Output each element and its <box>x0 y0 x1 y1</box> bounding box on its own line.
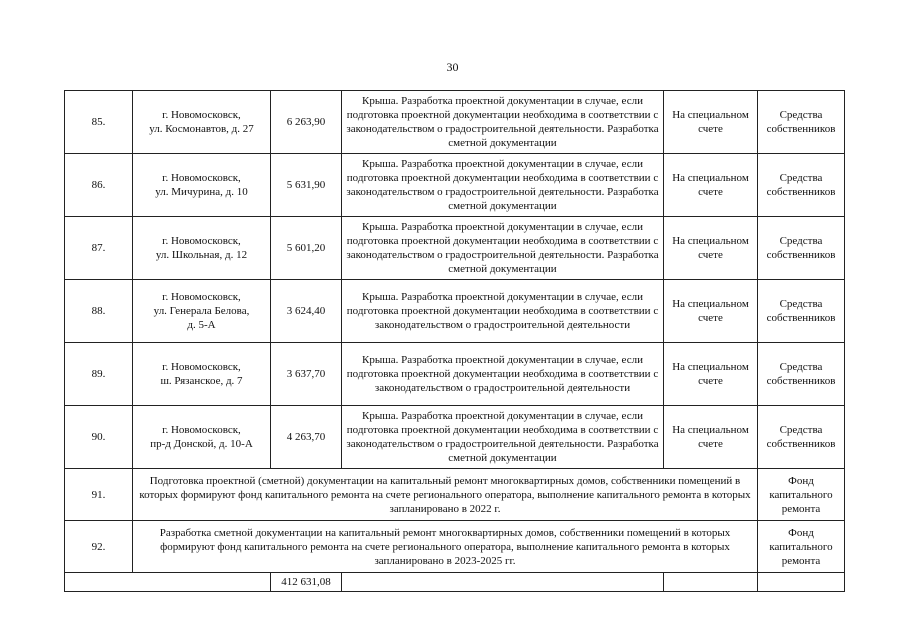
row-number: 86. <box>65 154 133 217</box>
address-line: ш. Рязанское, д. 7 <box>160 375 243 387</box>
account-cell: На специальном счете <box>664 154 758 217</box>
address-cell <box>133 217 271 280</box>
amount-cell: 5 601,20 <box>271 217 342 280</box>
address-line: г. Новомосковск, <box>162 424 241 436</box>
row-number: 85. <box>65 91 133 154</box>
work-description: Крыша. Разработка проектной документации в случае, если подготовка проектной документации необходима в соответствии с законодательством о градостроительной деятельности. Разработка сметной документации <box>342 154 664 217</box>
row-number: 92. <box>65 521 133 573</box>
total-empty-cell <box>342 573 664 592</box>
row-number: 89. <box>65 343 133 406</box>
address-line: г. Новомосковск, <box>162 172 241 184</box>
work-description: Крыша. Разработка проектной документации в случае, если подготовка проектной документации необходима в соответствии с законодательством о градостроительной деятельности. Разработка сметной документации <box>342 406 664 469</box>
capital-repair-table <box>64 90 845 592</box>
fund-cell: Фонд капитального ремонта <box>758 521 845 573</box>
account-cell: На специальном счете <box>664 343 758 406</box>
row-number: 88. <box>65 280 133 343</box>
table-row <box>65 343 845 406</box>
total-empty-cell <box>664 573 758 592</box>
fund-cell: Средства собственников <box>758 154 845 217</box>
total-amount: 412 631,08 <box>271 573 342 592</box>
table-row <box>65 406 845 469</box>
amount-cell: 3 624,40 <box>271 280 342 343</box>
address-line: пр-д Донской, д. 10-А <box>150 438 253 450</box>
address-line: г. Новомосковск, <box>162 291 241 303</box>
address-cell <box>133 91 271 154</box>
address-line: г. Новомосковск, <box>162 235 241 247</box>
total-empty-cell <box>758 573 845 592</box>
fund-cell: Средства собственников <box>758 406 845 469</box>
amount-cell: 6 263,90 <box>271 91 342 154</box>
work-description: Крыша. Разработка проектной документации в случае, если подготовка проектной документации необходима в соответствии с законодательством о градостроительной деятельности <box>342 343 664 406</box>
row-number: 87. <box>65 217 133 280</box>
address-cell <box>133 154 271 217</box>
address-line: г. Новомосковск, <box>162 109 241 121</box>
account-cell: На специальном счете <box>664 91 758 154</box>
amount-cell: 5 631,90 <box>271 154 342 217</box>
row-number: 91. <box>65 469 133 521</box>
table-row <box>65 154 845 217</box>
address-cell <box>133 343 271 406</box>
address-cell <box>133 406 271 469</box>
fund-cell: Средства собственников <box>758 280 845 343</box>
work-description: Крыша. Разработка проектной документации в случае, если подготовка проектной документации необходима в соответствии с законодательством о градостроительной деятельности. Разработка сметной документации <box>342 91 664 154</box>
merged-description: Разработка сметной документации на капитальный ремонт многоквартирных домов, собственники помещений в которых формируют фонд капитального ремонта на счете регионального оператора, выполнение капитального ремонта в которых запланировано в 2023-2025 гг. <box>133 521 758 573</box>
table-row <box>65 217 845 280</box>
fund-cell: Средства собственников <box>758 91 845 154</box>
table-row-merged <box>65 469 845 521</box>
page-number: 30 <box>446 60 459 74</box>
row-number: 90. <box>65 406 133 469</box>
fund-cell: Средства собственников <box>758 343 845 406</box>
amount-cell: 4 263,70 <box>271 406 342 469</box>
total-empty-cell <box>65 573 271 592</box>
address-line: д. 5-А <box>187 319 216 331</box>
fund-cell: Фонд капитального ремонта <box>758 469 845 521</box>
account-cell: На специальном счете <box>664 406 758 469</box>
table-row <box>65 280 845 343</box>
table-row-merged <box>65 521 845 573</box>
account-cell: На специальном счете <box>664 280 758 343</box>
work-description: Крыша. Разработка проектной документации в случае, если подготовка проектной документации необходима в соответствии с законодательством о градостроительной деятельности. Разработка сметной документации <box>342 217 664 280</box>
work-description: Крыша. Разработка проектной документации в случае, если подготовка проектной документации необходима в соответствии с законодательством о градостроительной деятельности <box>342 280 664 343</box>
address-line: ул. Мичурина, д. 10 <box>155 186 248 198</box>
address-line: ул. Школьная, д. 12 <box>155 249 248 261</box>
address-line: ул. Генерала Белова, <box>153 305 250 317</box>
merged-description: Подготовка проектной (сметной) документации на капитальный ремонт многоквартирных домов, собственники помещений в которых формируют фонд капитального ремонта на счете регионального оператора, выполнение капитального ремонта в которых запланировано в 2022 г. <box>133 469 758 521</box>
table-row <box>65 91 845 154</box>
address-line: г. Новомосковск, <box>162 361 241 373</box>
account-cell: На специальном счете <box>664 217 758 280</box>
fund-cell: Средства собственников <box>758 217 845 280</box>
amount-cell: 3 637,70 <box>271 343 342 406</box>
address-line: ул. Космонавтов, д. 27 <box>149 123 254 135</box>
address-cell <box>133 280 271 343</box>
total-row <box>65 573 845 592</box>
